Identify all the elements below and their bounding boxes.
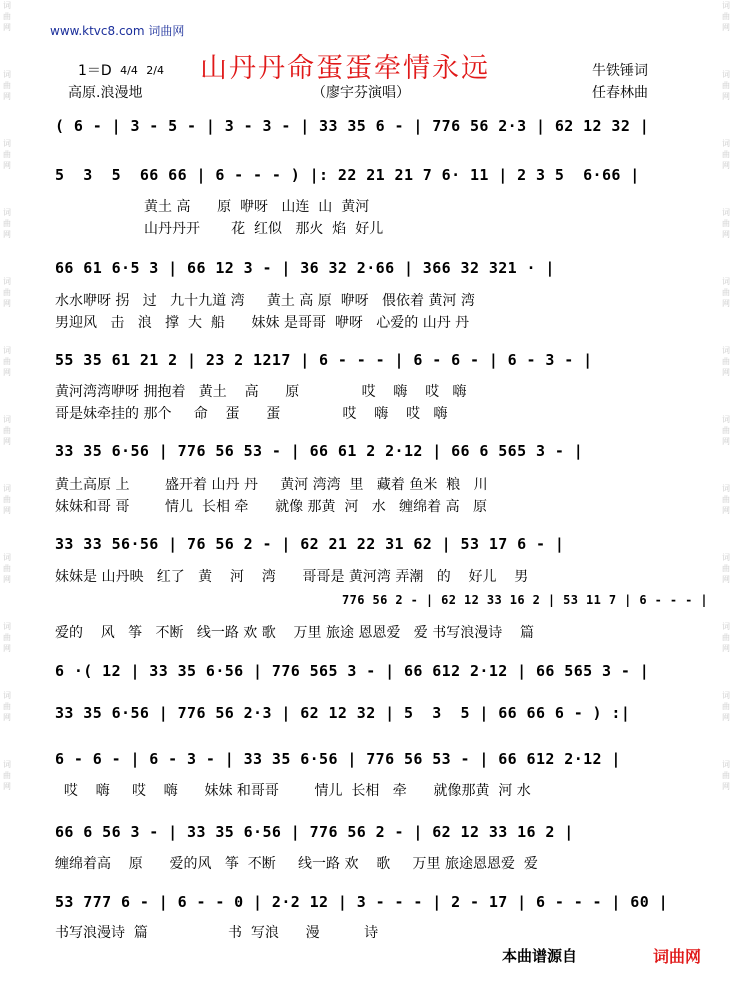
watermark-text: 词曲网 — [3, 484, 11, 515]
score-notes-line: 6 - 6 - | 6 - 3 - | 33 35 6·56 | 776 56 53 - | 66 612 2·12 | — [55, 750, 621, 768]
lyricist: 牛铁锤词 — [592, 63, 648, 79]
meter-a — [120, 66, 138, 76]
lyrics-line: 妹妹和哥 哥 情儿 长相 牵 就像 那黄 河 水 缠绵着 高 原 — [55, 499, 487, 515]
score-notes-line: 33 35 6·56 | 776 56 53 - | 66 61 2 2·12 | 66 6 565 3 - | — [55, 442, 584, 460]
lyrics-line: 黄土 高 原 咿呀 山连 山 黄河 — [55, 199, 370, 215]
lyrics-line: 水水咿呀 拐 过 九十九道 湾 黄土 高 原 咿呀 偎依着 黄河 湾 — [55, 293, 475, 309]
score-notes-line: 66 6 56 3 - | 33 35 6·56 | 776 56 2 - | 62 12 33 16 2 | — [55, 823, 574, 841]
watermark-text: 词曲网 — [3, 139, 11, 170]
watermark-text: 词曲网 — [3, 691, 11, 722]
singer: （廖宇芬演唱） — [312, 85, 410, 101]
lyrics-line: 黄河湾湾咿呀 拥抱着 黄土 高 原 哎 嗨 哎 嗨 — [55, 384, 467, 400]
footer-source: 本曲谱源自 — [502, 947, 578, 965]
score-notes-line: 6 ·( 12 | 33 35 6·56 | 776 565 3 - | 66 612 2·12 | 66 565 3 - | — [55, 662, 650, 680]
watermark-text: 词曲网 — [722, 277, 730, 308]
watermark-text: 词曲网 — [3, 1, 11, 32]
watermark-text: 词曲网 — [722, 208, 730, 239]
watermark-text: 词曲网 — [722, 691, 730, 722]
site-header[interactable] — [50, 22, 184, 39]
lyrics-line: 男迎风 击 浪 撑 大 船 妹妹 是哥哥 咿呀 心爱的 山丹 丹 — [55, 315, 470, 331]
meter-a-text: 4/4 — [120, 64, 138, 77]
watermark-text: 词曲网 — [722, 760, 730, 791]
composer: 任春林曲 — [592, 85, 648, 101]
score-notes-line: 5 3 5 66 66 | 6 - - - ) |: 22 21 21 7 6· 11 | 2 3 5 6·66 | — [55, 166, 640, 184]
score-notes-line: 55 35 61 21 2 | 23 2 1217 | 6 - - - | 6 - 6 - | 6 - 3 - | — [55, 351, 593, 369]
right-watermark-strip — [719, 0, 733, 997]
song-title: 山丹丹命蛋蛋牵情永远 — [200, 53, 490, 84]
lyrics-line: 山丹丹开 花 红似 那火 焰 好儿 — [55, 221, 384, 237]
score-notes-line: ( 6 - | 3 - 5 - | 3 - 3 - | 33 35 6 - | 776 56 2·3 | 62 12 32 | — [55, 117, 650, 135]
watermark-text: 词曲网 — [3, 346, 11, 377]
watermark-text: 词曲网 — [722, 415, 730, 446]
meter-b-text: 2/4 — [146, 64, 164, 77]
watermark-text: 词曲网 — [3, 622, 11, 653]
score-notes-line: 66 61 6·5 3 | 66 12 3 - | 36 32 2·66 | 366 32 321 · | — [55, 259, 555, 277]
lyrics-line: 爱的 风 筝 不断 线一路 欢 歌 万里 旅途 恩恩爱 爱 书写浪漫诗 篇 — [55, 625, 535, 641]
score-notes-line: 33 35 6·56 | 776 56 2·3 | 62 12 32 | 5 3 5 | 66 66 6 - ) :| — [55, 704, 631, 722]
watermark-text: 词曲网 — [3, 277, 11, 308]
site-url[interactable]: www.ktvc8.com — [50, 24, 145, 38]
key-label: 1＝D — [78, 63, 112, 79]
watermark-text: 词曲网 — [722, 1, 730, 32]
watermark-text: 词曲网 — [722, 622, 730, 653]
left-watermark-strip — [0, 0, 14, 997]
lyrics-line: 妹妹是 山丹映 红了 黄 河 湾 哥哥是 黄河湾 弄潮 的 好儿 男 — [55, 569, 529, 585]
score-notes-line: 33 33 56·56 | 76 56 2 - | 62 21 22 31 62 | 53 17 6 - | — [55, 535, 565, 553]
watermark-text: 词曲网 — [3, 553, 11, 584]
watermark-text: 词曲网 — [722, 484, 730, 515]
key-signature — [78, 60, 164, 80]
watermark-text: 词曲网 — [722, 139, 730, 170]
watermark-text: 词曲网 — [3, 208, 11, 239]
watermark-text: 词曲网 — [3, 70, 11, 101]
watermark-text: 词曲网 — [3, 415, 11, 446]
footer-logo[interactable]: 词曲网 — [653, 947, 702, 966]
watermark-text: 词曲网 — [722, 70, 730, 101]
lyrics-line: 缠绵着高 原 爱的风 筝 不断 线一路 欢 歌 万里 旅途恩恩爱 爱 — [55, 856, 538, 872]
site-name[interactable]: 词曲网 — [148, 24, 185, 38]
watermark-text: 词曲网 — [722, 553, 730, 584]
lyrics-line: 哥是妹牵挂的 那个 命 蛋 蛋 哎 嗨 哎 嗨 — [55, 406, 448, 422]
score-notes-line: 776 56 2 - | 62 12 33 16 2 | 53 11 7 | 6 - - - | — [220, 593, 708, 607]
meter-b — [146, 66, 164, 76]
watermark-text: 词曲网 — [722, 346, 730, 377]
lyrics-line: 黄土高原 上 盛开着 山丹 丹 黄河 湾湾 里 藏着 鱼米 粮 川 — [55, 477, 488, 493]
style-marking: 高原.浪漫地 — [68, 85, 143, 101]
lyrics-line: 书写浪漫诗 篇 书 写浪 漫 诗 — [55, 925, 379, 941]
lyrics-line: 哎 嗨 哎 嗨 妹妹 和哥哥 情儿 长相 牵 就像那黄 河 水 — [55, 783, 531, 799]
watermark-text: 词曲网 — [3, 760, 11, 791]
score-notes-line: 53 777 6 - | 6 - - 0 | 2·2 12 | 3 - - - | 2 - 17 | 6 - - - | 60 | — [55, 893, 668, 911]
